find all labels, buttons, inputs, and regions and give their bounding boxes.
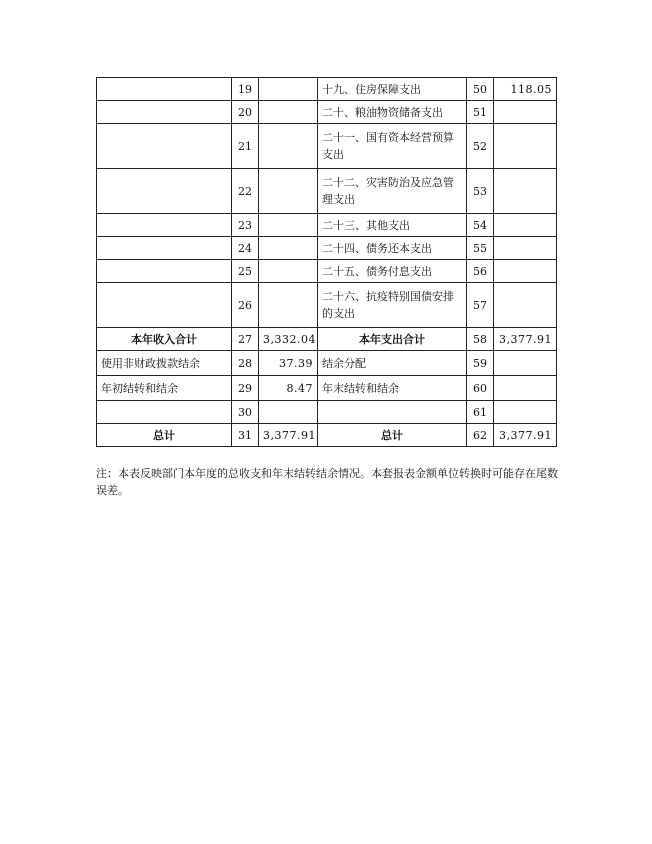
table-row bbox=[97, 124, 557, 169]
expense-line-number: 52 bbox=[467, 124, 494, 169]
expense-item-label: 二十五、债务付息支出 bbox=[318, 260, 467, 283]
income-amount: 3,377.91 bbox=[259, 424, 318, 447]
expense-item-label bbox=[318, 401, 467, 424]
expense-amount bbox=[494, 260, 557, 283]
income-amount bbox=[259, 401, 318, 424]
expense-amount bbox=[494, 124, 557, 169]
income-line-number: 25 bbox=[232, 260, 259, 283]
income-item-cell bbox=[97, 283, 232, 328]
income-amount: 3,332.04 bbox=[259, 328, 318, 351]
table-row bbox=[97, 169, 557, 214]
expense-line-number: 57 bbox=[467, 283, 494, 328]
income-amount bbox=[259, 260, 318, 283]
income-line-number: 22 bbox=[232, 169, 259, 214]
income-item-cell bbox=[97, 124, 232, 169]
income-line-number: 29 bbox=[232, 376, 259, 401]
table-row bbox=[97, 376, 557, 401]
income-line-number: 30 bbox=[232, 401, 259, 424]
income-line-number: 28 bbox=[232, 351, 259, 376]
income-line-number: 20 bbox=[232, 101, 259, 124]
income-line-number: 19 bbox=[232, 78, 259, 101]
expense-line-number: 62 bbox=[467, 424, 494, 447]
income-expenditure-table bbox=[96, 77, 557, 447]
table-row bbox=[97, 260, 557, 283]
income-line-number: 27 bbox=[232, 328, 259, 351]
expense-item-label: 二十二、灾害防治及应急管理支出 bbox=[318, 169, 467, 214]
income-item-cell bbox=[97, 214, 232, 237]
expense-amount bbox=[494, 351, 557, 376]
income-item-cell bbox=[97, 169, 232, 214]
income-amount bbox=[259, 237, 318, 260]
income-amount bbox=[259, 78, 318, 101]
income-item-label: 本年收入合计 bbox=[97, 328, 232, 351]
income-item-label: 年初结转和结余 bbox=[97, 376, 232, 401]
income-amount bbox=[259, 214, 318, 237]
table-row bbox=[97, 101, 557, 124]
income-item-cell bbox=[97, 101, 232, 124]
expense-line-number: 53 bbox=[467, 169, 494, 214]
expense-line-number: 54 bbox=[467, 214, 494, 237]
income-amount: 8.47 bbox=[259, 376, 318, 401]
expense-line-number: 50 bbox=[467, 78, 494, 101]
table-row-total-this-year bbox=[97, 328, 557, 351]
expense-item-label: 年末结转和结余 bbox=[318, 376, 467, 401]
expense-amount: 3,377.91 bbox=[494, 328, 557, 351]
expense-item-label: 总计 bbox=[318, 424, 467, 447]
expense-amount bbox=[494, 376, 557, 401]
income-item-cell bbox=[97, 260, 232, 283]
expense-item-label: 二十四、债务还本支出 bbox=[318, 237, 467, 260]
table-row bbox=[97, 283, 557, 328]
expense-item-label: 本年支出合计 bbox=[318, 328, 467, 351]
table-row bbox=[97, 214, 557, 237]
table-row-grand-total bbox=[97, 424, 557, 447]
table-row bbox=[97, 237, 557, 260]
income-amount bbox=[259, 124, 318, 169]
expense-item-label: 二十六、抗疫特别国债安排的支出 bbox=[318, 283, 467, 328]
income-amount bbox=[259, 283, 318, 328]
income-item-cell bbox=[97, 401, 232, 424]
expense-amount bbox=[494, 283, 557, 328]
expense-item-label: 二十一、国有资本经营预算支出 bbox=[318, 124, 467, 169]
table-row bbox=[97, 401, 557, 424]
table-footnote: 注：本表反映部门本年度的总收支和年末结转结余情况。本套报表金额单位转换时可能存在尾数误差。 bbox=[96, 467, 558, 497]
income-item-label: 使用非财政拨款结余 bbox=[97, 351, 232, 376]
expense-item-label: 结余分配 bbox=[318, 351, 467, 376]
expense-item-label: 二十三、其他支出 bbox=[318, 214, 467, 237]
income-line-number: 26 bbox=[232, 283, 259, 328]
income-line-number: 31 bbox=[232, 424, 259, 447]
expense-line-number: 59 bbox=[467, 351, 494, 376]
table-row bbox=[97, 351, 557, 376]
expense-amount bbox=[494, 214, 557, 237]
expense-amount: 3,377.91 bbox=[494, 424, 557, 447]
income-line-number: 24 bbox=[232, 237, 259, 260]
income-item-cell bbox=[97, 237, 232, 260]
income-amount bbox=[259, 169, 318, 214]
income-line-number: 21 bbox=[232, 124, 259, 169]
expense-amount bbox=[494, 401, 557, 424]
expense-line-number: 60 bbox=[467, 376, 494, 401]
income-amount: 37.39 bbox=[259, 351, 318, 376]
expense-amount: 118.05 bbox=[494, 78, 557, 101]
expense-amount bbox=[494, 101, 557, 124]
expense-item-label: 十九、住房保障支出 bbox=[318, 78, 467, 101]
income-item-cell bbox=[97, 78, 232, 101]
expense-amount bbox=[494, 169, 557, 214]
table-row bbox=[97, 78, 557, 101]
expense-line-number: 55 bbox=[467, 237, 494, 260]
expense-line-number: 56 bbox=[467, 260, 494, 283]
expense-line-number: 58 bbox=[467, 328, 494, 351]
income-item-label: 总计 bbox=[97, 424, 232, 447]
income-amount bbox=[259, 101, 318, 124]
expense-item-label: 二十、粮油物资储备支出 bbox=[318, 101, 467, 124]
expense-line-number: 61 bbox=[467, 401, 494, 424]
expense-line-number: 51 bbox=[467, 101, 494, 124]
expense-amount bbox=[494, 237, 557, 260]
income-line-number: 23 bbox=[232, 214, 259, 237]
